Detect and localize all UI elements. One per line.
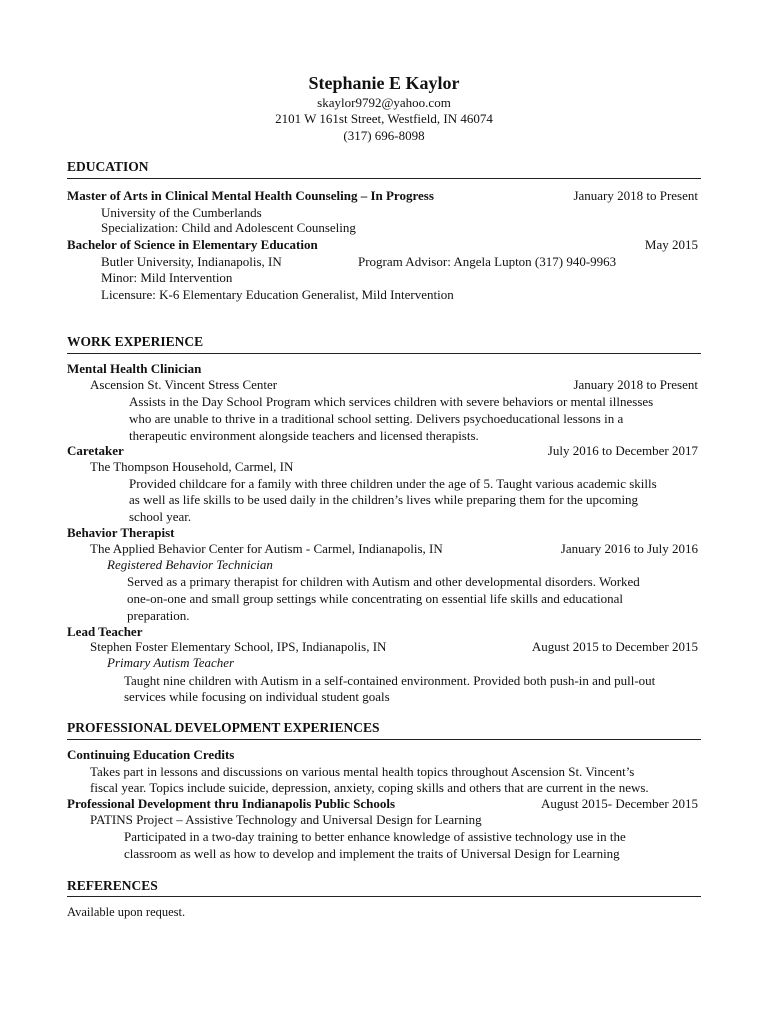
prodev2-project: PATINS Project – Assistive Technology and Universal Design for Learning — [90, 812, 482, 827]
job1-description-line: therapeutic environment alongside teachers and licensed therapists. — [129, 428, 479, 443]
job3-description-line: Served as a primary therapist for children with Autism and other developmental disorders. Worked — [127, 574, 640, 589]
prodev1-title: Continuing Education Credits — [67, 747, 235, 762]
masters-school: University of the Cumberlands — [101, 205, 262, 220]
job3-description-line: preparation. — [127, 608, 190, 623]
job1-description-line: who are unable to thrive in a traditional school setting. Delivers psychoeducational lessons in a — [129, 411, 624, 426]
job4-role: Primary Autism Teacher — [107, 655, 235, 670]
email-address: skaylor9792@yahoo.com — [317, 95, 451, 110]
references-heading: REFERENCES — [67, 878, 158, 893]
job3-date: January 2016 to July 2016 — [560, 541, 698, 556]
references-divider — [67, 896, 701, 897]
job2-description-line: as well as life skills to be used daily in the children’s lives while preparing them for the upcoming — [129, 492, 639, 507]
prodev-divider — [67, 739, 701, 740]
job4-description-line: Taught nine children with Autism in a self-contained environment. Provided both push-in and pull-out — [124, 673, 656, 688]
masters-specialization: Specialization: Child and Adolescent Counseling — [101, 220, 356, 235]
job2-title: Caretaker — [67, 443, 124, 458]
bachelors-degree: Bachelor of Science in Elementary Education — [67, 237, 318, 252]
job2-description-line: Provided childcare for a family with three children under the age of 5. Taught various academic skills — [129, 476, 657, 491]
job4-organization: Stephen Foster Elementary School, IPS, Indianapolis, IN — [90, 639, 387, 654]
job4-title: Lead Teacher — [67, 624, 143, 639]
bachelors-minor: Minor: Mild Intervention — [101, 270, 233, 285]
job2-date: July 2016 to December 2017 — [547, 443, 698, 458]
prodev1-description-line: fiscal year. Topics include suicide, depression, anxiety, coping skills and others that are current in the news. — [90, 780, 649, 795]
work-heading: WORK EXPERIENCE — [67, 334, 204, 349]
education-heading: EDUCATION — [67, 159, 149, 174]
candidate-name: Stephanie E Kaylor — [308, 73, 460, 93]
street-address: 2101 W 161st Street, Westfield, IN 46074 — [275, 111, 493, 126]
job3-description-line: one-on-one and small group settings while concentrating on essential life skills and educational — [127, 591, 624, 606]
bachelors-date: May 2015 — [644, 237, 698, 252]
work-divider — [67, 353, 701, 354]
job4-date: August 2015 to December 2015 — [531, 639, 698, 654]
prodev2-date: August 2015- December 2015 — [540, 796, 698, 811]
references-text: Available upon request. — [67, 905, 186, 919]
job1-organization: Ascension St. Vincent Stress Center — [90, 377, 278, 392]
job2-organization: The Thompson Household, Carmel, IN — [90, 459, 294, 474]
job1-description-line: Assists in the Day School Program which services children with severe behaviors or mental illnesses — [129, 394, 654, 409]
program-advisor: Program Advisor: Angela Lupton (317) 940-9963 — [358, 254, 617, 269]
bachelors-licensure: Licensure: K-6 Elementary Education Generalist, Mild Intervention — [101, 287, 454, 302]
prodev2-description-line: classroom as well as how to develop and implement the traits of Universal Design for Learning — [124, 846, 620, 861]
prodev2-description-line: Participated in a two-day training to better enhance knowledge of assistive technology use in the — [124, 829, 626, 844]
job3-role: Registered Behavior Technician — [107, 557, 273, 572]
job4-description-line: services while focusing on individual student goals — [124, 689, 390, 704]
education-divider — [67, 178, 701, 179]
prodev2-title: Professional Development thru Indianapolis Public Schools — [67, 796, 396, 811]
prodev-heading: PROFESSIONAL DEVELOPMENT EXPERIENCES — [67, 720, 380, 735]
masters-date: January 2018 to Present — [573, 188, 698, 203]
masters-degree: Master of Arts in Clinical Mental Health Counseling – In Progress — [67, 188, 434, 203]
job1-date: January 2018 to Present — [573, 377, 698, 392]
job2-description-line: school year. — [129, 509, 192, 524]
phone-number: (317) 696-8098 — [343, 128, 425, 143]
job3-title: Behavior Therapist — [67, 525, 175, 540]
prodev1-description-line: Takes part in lessons and discussions on various mental health topics throughout Ascension St. Vincent’s — [90, 764, 635, 779]
bachelors-school: Butler University, Indianapolis, IN — [101, 254, 282, 269]
job3-organization: The Applied Behavior Center for Autism - Carmel, Indianapolis, IN — [90, 541, 443, 556]
job1-title: Mental Health Clinician — [67, 361, 202, 376]
